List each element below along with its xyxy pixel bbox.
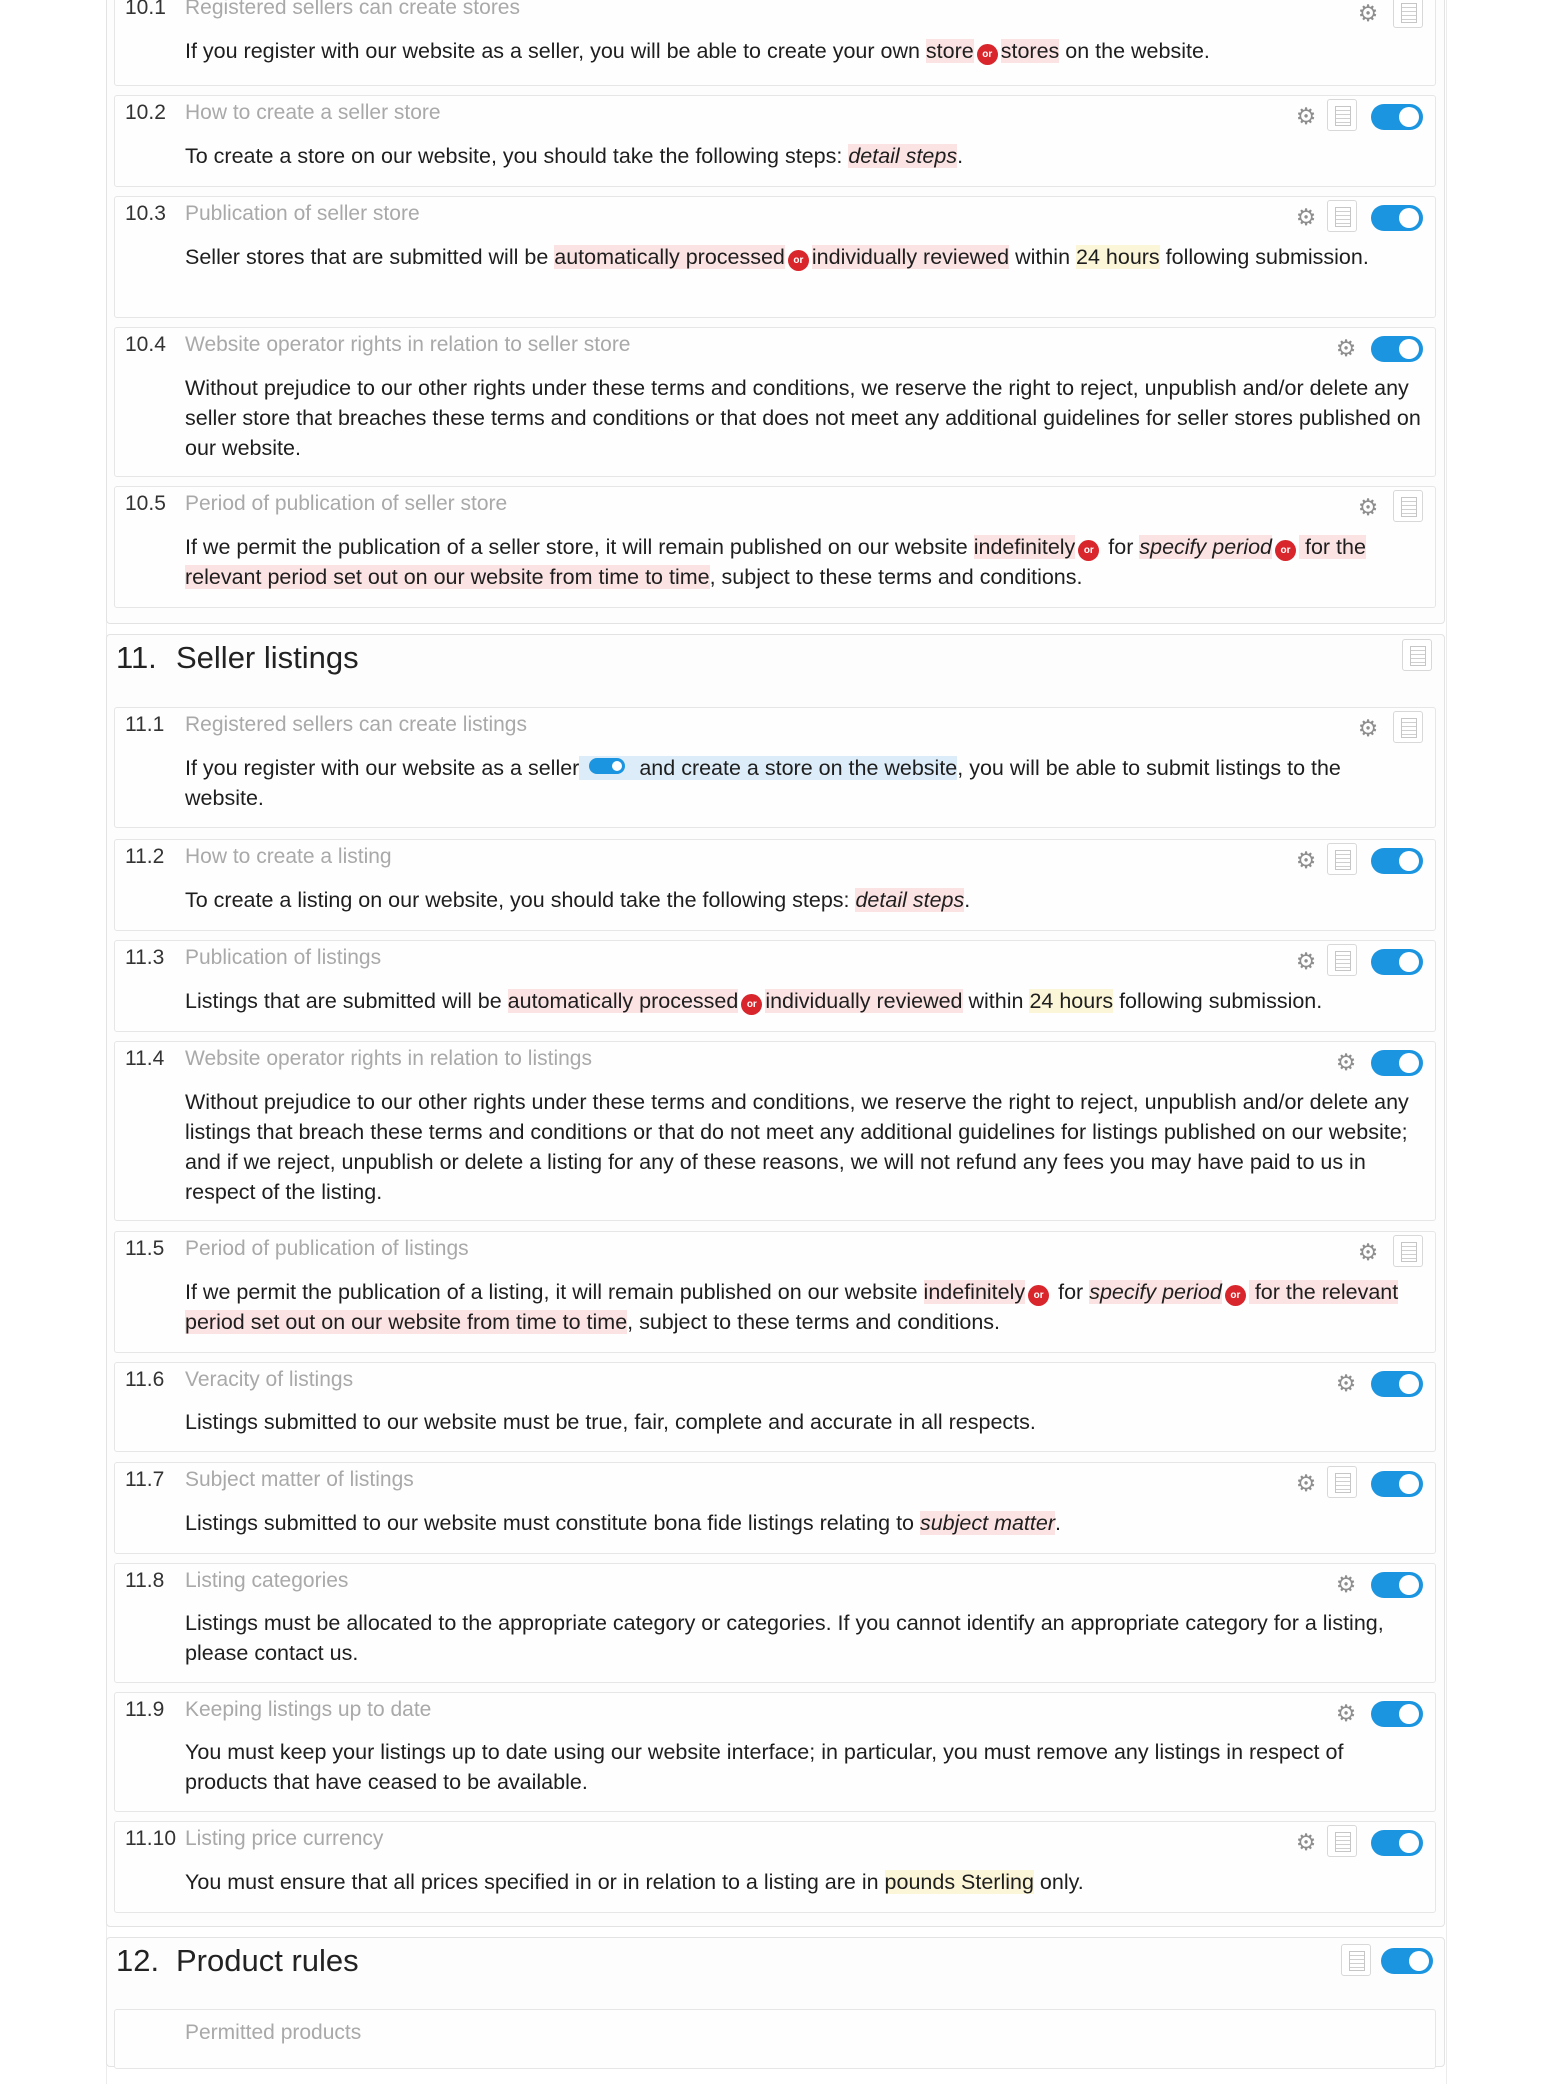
gear-icon[interactable]: ⚙ <box>1357 0 1379 26</box>
section-toggle[interactable] <box>1381 1948 1433 1974</box>
gear-icon[interactable]: ⚙ <box>1357 715 1379 741</box>
clause-title[interactable]: Publication of seller store <box>185 202 420 225</box>
clause-body <box>185 1508 1425 1538</box>
clause-title[interactable]: Veracity of listings <box>185 1368 354 1391</box>
clause-number: 11.6 <box>125 1368 165 1391</box>
clause-number: 10.3 <box>125 202 166 225</box>
or-badge[interactable]: or <box>788 250 809 271</box>
clause-11-3 <box>114 940 1436 1032</box>
document-icon[interactable] <box>1327 1825 1357 1857</box>
clause-text: . <box>1055 1511 1061 1535</box>
clause-controls <box>1295 840 1435 880</box>
gear-icon[interactable]: ⚙ <box>1335 1049 1357 1075</box>
document-icon[interactable] <box>1393 1235 1423 1267</box>
clause-text: for <box>1052 1280 1090 1304</box>
clause-11-10 <box>114 1821 1436 1913</box>
clause-title[interactable]: Subject matter of listings <box>185 1468 414 1491</box>
section-number: 12. <box>116 1943 160 1978</box>
clause-number: 10.1 <box>125 0 166 19</box>
clause-body <box>185 885 1425 915</box>
clause-title[interactable]: Period of publication of seller store <box>185 492 508 515</box>
clause-body: Without prejudice to our other rights under these terms and conditions, we reserve the right to reject, unpublish and/or delete any listings that breach these terms and conditions or that do not meet any additional guidelines for listings published on our website; and if we reject, unpublish or delete a listing for any of these reasons, we will not refund any fees you may have paid to us in respect of the listing. <box>185 1090 1409 1204</box>
clause-11-8 <box>114 1563 1436 1683</box>
clause-body <box>185 753 1425 813</box>
clause-number: 11.4 <box>125 1047 165 1070</box>
variable-detail-steps[interactable]: detail steps <box>855 888 965 912</box>
clause-text: , you will be able to submit listings to the website. <box>185 756 1341 810</box>
clause-controls <box>1335 1693 1435 1733</box>
document-icon[interactable] <box>1393 490 1423 522</box>
clause-controls <box>1335 1042 1435 1082</box>
option-automatically-processed[interactable]: automatically processed <box>554 245 785 269</box>
clause-toggle[interactable] <box>1371 1471 1423 1497</box>
clause-controls <box>1295 1822 1435 1862</box>
clause-title[interactable]: Website operator rights in relation to seller store <box>185 333 631 356</box>
clause-body: Listings submitted to our website must be true, fair, complete and accurate in all respects. <box>185 1410 1036 1434</box>
clause-number: 11.3 <box>125 946 165 969</box>
clause-11-2 <box>114 839 1436 931</box>
clause-text: . <box>957 144 964 168</box>
optional-text-label[interactable]: and create a store on the website <box>639 756 958 780</box>
clause-toggle[interactable] <box>1371 104 1423 130</box>
clause-10-2 <box>114 95 1436 187</box>
gear-icon[interactable]: ⚙ <box>1335 1700 1357 1726</box>
clause-text: You must ensure that all prices specified in or in relation to a listing are in <box>185 1870 885 1894</box>
clause-title[interactable]: Permitted products <box>185 2021 362 2044</box>
gear-icon[interactable]: ⚙ <box>1295 103 1317 129</box>
option-indefinitely[interactable]: indefinitely <box>923 1280 1026 1304</box>
clause-text: , subject to these terms and conditions. <box>627 1310 1001 1334</box>
clause-number: 11.9 <box>125 1698 165 1721</box>
gear-icon[interactable]: ⚙ <box>1357 1239 1379 1265</box>
clause-toggle[interactable] <box>1371 1371 1423 1397</box>
clause-controls <box>1295 1463 1435 1503</box>
clause-toggle[interactable] <box>1371 336 1423 362</box>
gear-icon[interactable]: ⚙ <box>1357 494 1379 520</box>
option-stores[interactable]: stores <box>1000 39 1060 63</box>
or-badge[interactable]: or <box>741 994 762 1015</box>
clause-body <box>185 532 1425 592</box>
clause-controls <box>1295 197 1435 237</box>
optional-toggle[interactable] <box>589 758 625 774</box>
variable-detail-steps[interactable]: detail steps <box>848 144 958 168</box>
clause-text: If we permit the publication of a seller store, it will remain published on our website <box>185 535 974 559</box>
clause-toggle[interactable] <box>1371 1701 1423 1727</box>
clause-text: To create a store on our website, you should take the following steps: <box>185 144 849 168</box>
clause-title[interactable]: How to create a listing <box>185 845 392 868</box>
clause-number: 11.10 <box>125 1827 176 1850</box>
clause-11-7 <box>114 1462 1436 1554</box>
clause-controls <box>1315 0 1435 33</box>
document-icon[interactable] <box>1327 1466 1357 1498</box>
clause-title[interactable]: Registered sellers can create listings <box>185 713 527 736</box>
option-store[interactable]: store <box>925 39 974 63</box>
clause-10-3 <box>114 196 1436 318</box>
clause-text: following submission. <box>1113 989 1323 1013</box>
clause-body: Without prejudice to our other rights under these terms and conditions, we reserve the right to reject, unpublish and/or delete any seller store that breaches these terms and conditions or that does not meet any additional guidelines for seller stores published on our website. <box>185 376 1421 460</box>
document-icon[interactable] <box>1341 1944 1371 1976</box>
clause-10-1 <box>114 0 1436 86</box>
section-title: Product rules <box>176 1943 359 1978</box>
clause-body <box>185 986 1425 1016</box>
or-badge[interactable]: or <box>1028 1285 1049 1306</box>
document-icon[interactable] <box>1327 200 1357 232</box>
clause-controls <box>1335 328 1435 368</box>
gear-icon[interactable]: ⚙ <box>1295 948 1317 974</box>
clause-body <box>185 36 1425 66</box>
clause-number: 10.4 <box>125 333 166 356</box>
clause-title[interactable]: Listing price currency <box>185 1827 384 1850</box>
clause-text: on the website. <box>1059 39 1210 63</box>
or-badge[interactable]: or <box>1078 540 1099 561</box>
document-icon[interactable] <box>1327 99 1357 131</box>
clause-title[interactable]: Registered sellers can create stores <box>185 0 520 19</box>
option-indefinitely[interactable]: indefinitely <box>973 535 1076 559</box>
clause-10-4 <box>114 327 1436 477</box>
clause-11-9 <box>114 1692 1436 1812</box>
clause-title[interactable]: Keeping listings up to date <box>185 1698 432 1721</box>
clause-text: If you register with our website as a seller, you will be able to create your own <box>185 39 926 63</box>
option-individually-reviewed[interactable]: individually reviewed <box>811 245 1010 269</box>
clause-text: Listings that are submitted will be <box>185 989 508 1013</box>
clause-text: Listings submitted to our website must constitute bona fide listings relating to <box>185 1511 920 1535</box>
document-icon[interactable] <box>1402 639 1432 671</box>
clause-controls <box>1335 1363 1435 1403</box>
clause-controls <box>1295 941 1435 981</box>
clause-text: only. <box>1033 1870 1084 1894</box>
clause-controls <box>1355 1232 1435 1272</box>
clause-title[interactable]: Listing categories <box>185 1569 349 1592</box>
clause-number: 11.8 <box>125 1569 165 1592</box>
section-title: Seller listings <box>176 640 359 675</box>
clause-toggle[interactable] <box>1371 1830 1423 1856</box>
variable-subject-matter[interactable]: subject matter <box>919 1511 1055 1535</box>
clause-number: 11.2 <box>125 845 165 868</box>
or-badge[interactable]: or <box>1275 540 1296 561</box>
gear-icon[interactable]: ⚙ <box>1335 1370 1357 1396</box>
clause-text: , subject to these terms and conditions. <box>709 565 1083 589</box>
clause-body <box>185 1867 1425 1897</box>
variable-24-hours[interactable]: 24 hours <box>1029 989 1114 1013</box>
clause-body: Listings must be allocated to the appropriate category or categories. If you cannot identify an appropriate category for a listing, please contact us. <box>185 1611 1384 1665</box>
document-icon[interactable] <box>1327 944 1357 976</box>
clause-toggle[interactable] <box>1371 848 1423 874</box>
gear-icon[interactable]: ⚙ <box>1295 1829 1317 1855</box>
clause-text: Seller stores that are submitted will be <box>185 245 555 269</box>
clause-text: following submission. <box>1159 245 1369 269</box>
section-number: 11. <box>116 640 157 675</box>
variable-specify-period[interactable]: specify period <box>1089 1280 1222 1304</box>
clause-11-6 <box>114 1362 1436 1452</box>
document-icon[interactable] <box>1327 843 1357 875</box>
clause-number: 11.5 <box>125 1237 165 1260</box>
clause-body <box>185 1277 1425 1337</box>
option-relevant-period[interactable]: for the relevant period set out on our website from time to time <box>185 535 1366 589</box>
clause-11-4 <box>114 1041 1436 1221</box>
clause-number: 10.5 <box>125 492 166 515</box>
optional-text <box>579 756 957 780</box>
clause-title[interactable]: Publication of listings <box>185 946 382 969</box>
clause-controls <box>1355 708 1435 748</box>
clause-body: You must keep your listings up to date using our website interface; in particular, you must remove any listings in respect of products that have ceased to be available. <box>185 1740 1344 1794</box>
clause-number: 11.1 <box>125 713 165 736</box>
or-badge[interactable]: or <box>977 44 998 65</box>
clause-title[interactable]: How to create a seller store <box>185 101 441 124</box>
clause-toggle[interactable] <box>1371 1572 1423 1598</box>
clause-toggle[interactable] <box>1371 1050 1423 1076</box>
clause-text: for <box>1102 535 1140 559</box>
variable-specify-period[interactable]: specify period <box>1139 535 1273 559</box>
clause-12-1 <box>114 2009 1436 2069</box>
clause-text: If we permit the publication of a listing, it will remain published on our website <box>185 1280 924 1304</box>
gear-icon[interactable]: ⚙ <box>1295 847 1317 873</box>
gear-icon[interactable]: ⚙ <box>1295 1470 1317 1496</box>
option-automatically-processed[interactable]: automatically processed <box>507 989 739 1013</box>
clause-controls <box>1355 487 1435 527</box>
gear-icon[interactable]: ⚙ <box>1335 335 1357 361</box>
gear-icon[interactable]: ⚙ <box>1335 1571 1357 1597</box>
variable-24-hours[interactable]: 24 hours <box>1076 245 1160 269</box>
clause-controls <box>1295 96 1435 136</box>
clause-title[interactable]: Website operator rights in relation to listings <box>185 1047 592 1070</box>
clause-11-5 <box>114 1231 1436 1353</box>
or-badge[interactable]: or <box>1225 1285 1246 1306</box>
clause-text: If you register with our website as a seller <box>185 756 580 780</box>
clause-title[interactable]: Period of publication of listings <box>185 1237 469 1260</box>
clause-text: To create a listing on our website, you should take the following steps: <box>185 888 856 912</box>
clause-11-1 <box>114 707 1436 828</box>
clause-text: . <box>964 888 971 912</box>
clause-text: within <box>1009 245 1077 269</box>
clause-controls <box>1335 1564 1435 1604</box>
document-icon[interactable] <box>1393 711 1423 743</box>
option-relevant-period[interactable]: for the relevant period set out on our website from time to time <box>185 1280 1399 1334</box>
clause-10-5 <box>114 486 1436 608</box>
option-individually-reviewed[interactable]: individually reviewed <box>765 989 963 1013</box>
gear-icon[interactable]: ⚙ <box>1295 204 1317 230</box>
clause-body <box>185 242 1425 272</box>
variable-currency[interactable]: pounds Sterling <box>884 1870 1034 1894</box>
document-icon[interactable] <box>1393 0 1423 28</box>
clause-toggle[interactable] <box>1371 949 1423 975</box>
clause-number: 10.2 <box>125 101 166 124</box>
clause-toggle[interactable] <box>1371 205 1423 231</box>
clause-body <box>185 141 1425 171</box>
clause-text: within <box>962 989 1030 1013</box>
clause-number: 11.7 <box>125 1468 165 1491</box>
